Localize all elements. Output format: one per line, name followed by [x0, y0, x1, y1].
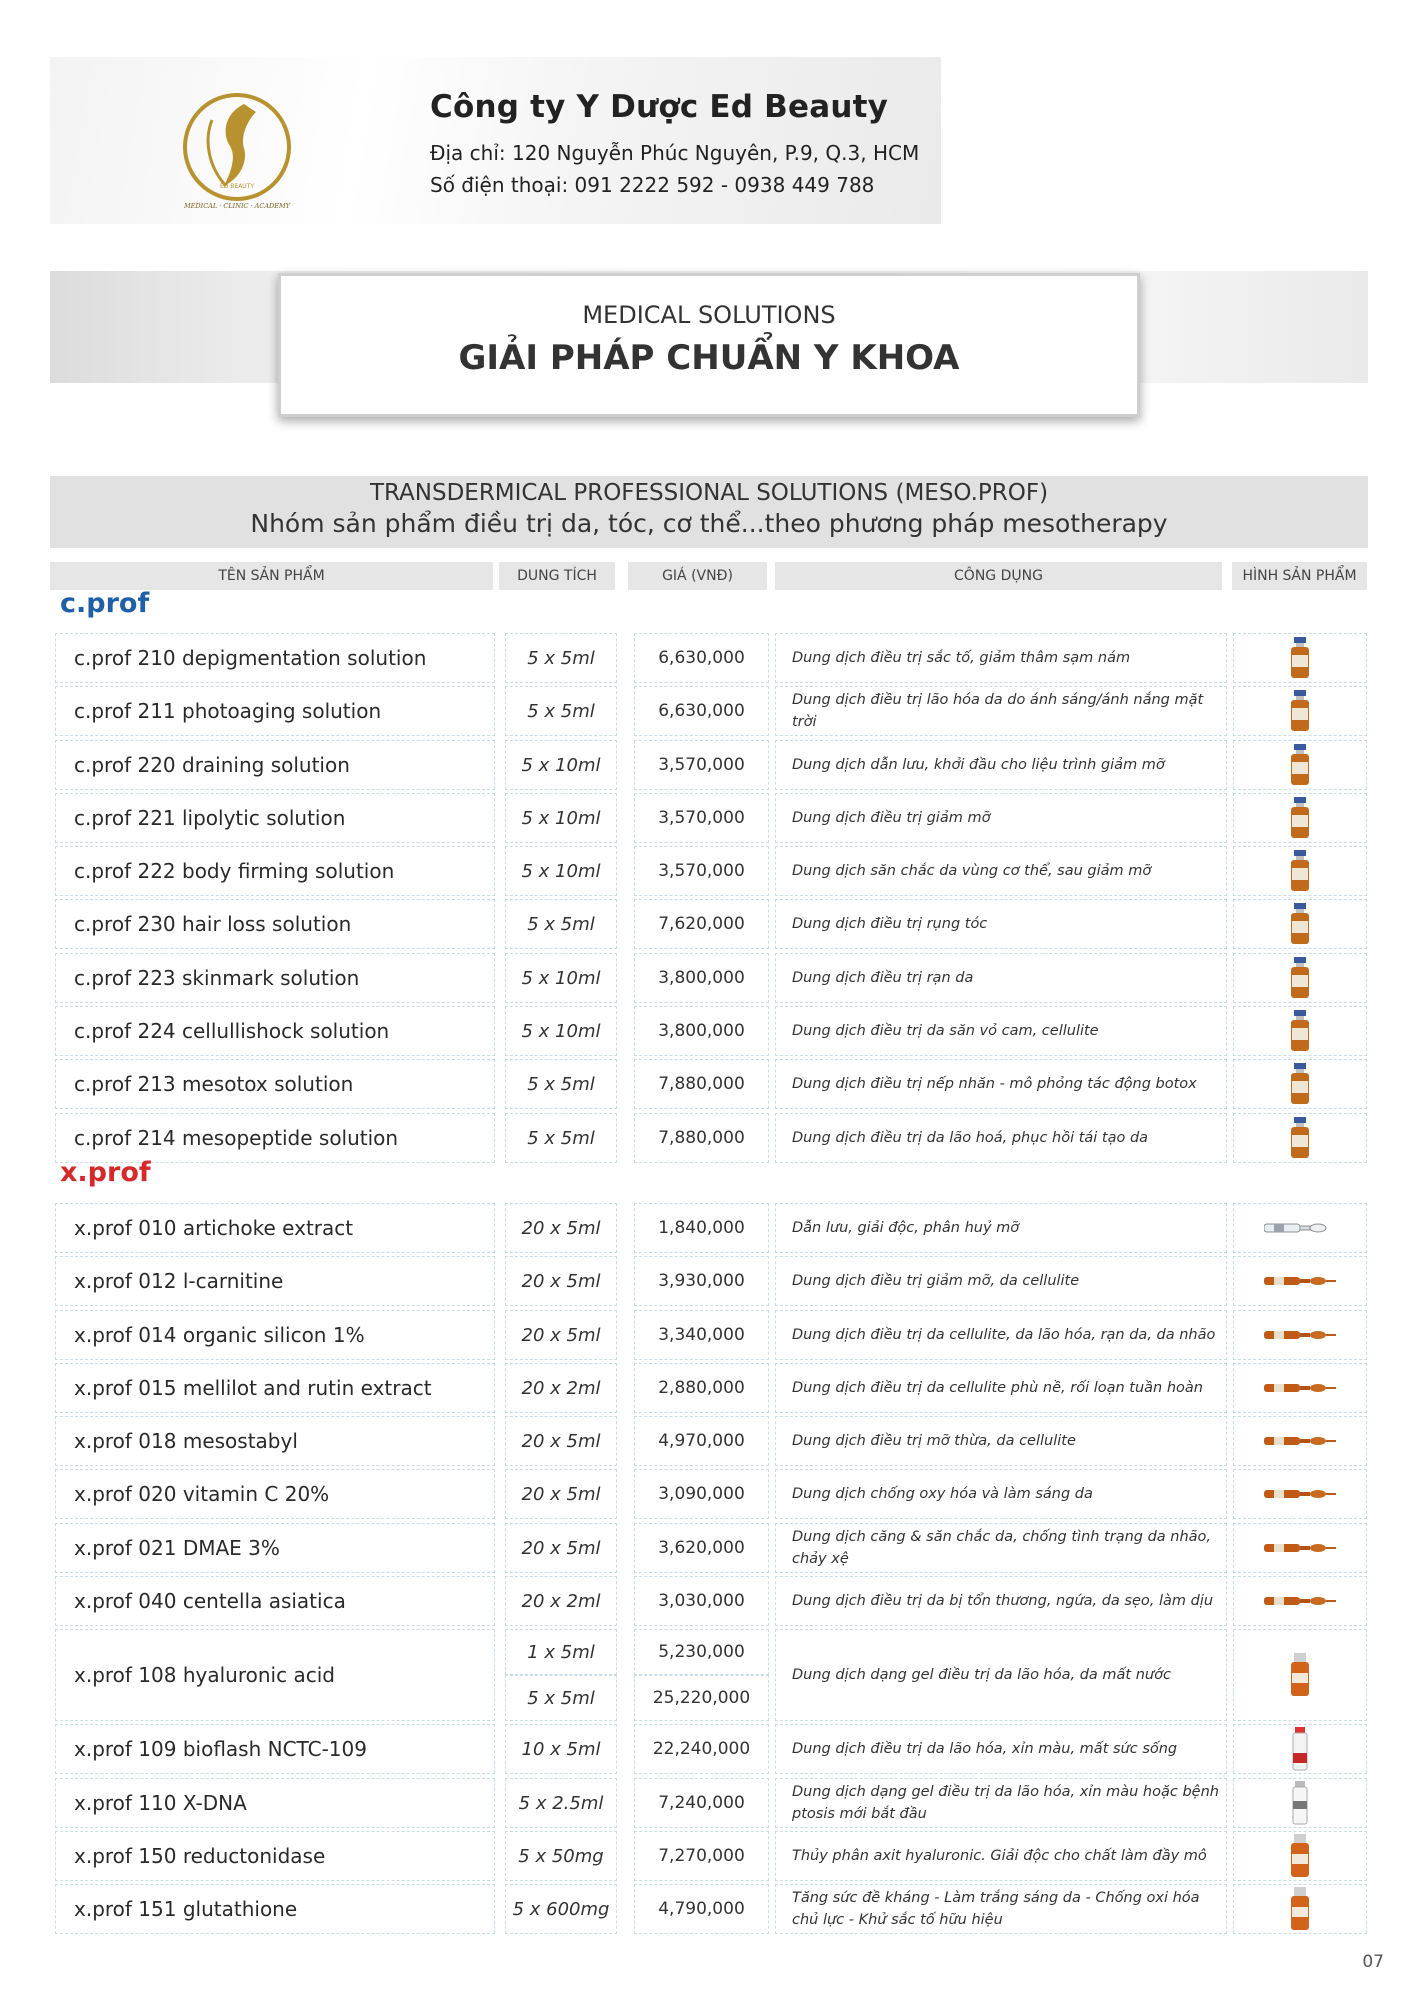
product-name: c.prof 222 body firming solution [55, 846, 495, 896]
product-name: c.prof 221 lipolytic solution [55, 793, 495, 843]
product-volume: 5 x 5ml [505, 899, 617, 949]
product-name: x.prof 020 vitamin C 20% [55, 1469, 495, 1519]
product-usage: Dung dịch chống oxy hóa và làm sáng da [775, 1469, 1227, 1519]
product-volume: 5 x 600mg [505, 1884, 617, 1934]
product-image [1233, 1831, 1367, 1881]
product-volume: 20 x 5ml [505, 1469, 617, 1519]
section-title-en: TRANSDERMICAL PROFESSIONAL SOLUTIONS (MESO.PROF) [369, 480, 1049, 506]
group-label: x.prof [60, 1157, 151, 1188]
vial-icon [1289, 850, 1311, 892]
vial-icon [1289, 797, 1311, 839]
product-price: 3,570,000 [634, 793, 769, 843]
product-image [1233, 1363, 1367, 1413]
product-volume: 5 x 10ml [505, 740, 617, 790]
section-heading [50, 476, 1368, 548]
column-header-usage: CÔNG DỤNG [775, 562, 1222, 590]
group-label: c.prof [60, 588, 150, 619]
product-usage: Dung dịch căng & săn chắc da, chống tình trạng da nhão, chảy xệ [775, 1523, 1227, 1573]
product-name: c.prof 211 photoaging solution [55, 686, 495, 736]
product-image [1233, 1416, 1367, 1466]
banner-box [278, 273, 1140, 417]
product-image [1233, 1629, 1367, 1721]
ed-beauty-logo [152, 90, 322, 210]
product-usage: Dung dịch dẫn lưu, khởi đầu cho liệu trình giảm mỡ [775, 740, 1227, 790]
product-usage: Dung dịch dạng gel điều trị da lão hóa, da mất nước [775, 1629, 1227, 1721]
product-usage: Dung dịch điều trị da cellulite phù nề, rối loạn tuần hoàn [775, 1363, 1227, 1413]
vial-icon [1289, 637, 1311, 679]
product-usage: Dung dịch điều trị da lão hoá, phục hồi tái tạo da [775, 1113, 1227, 1163]
product-name: x.prof 110 X-DNA [55, 1778, 495, 1828]
product-image [1233, 1310, 1367, 1360]
product-volume: 5 x 10ml [505, 953, 617, 1003]
product-price: 3,800,000 [634, 953, 769, 1003]
company-phone: Số điện thoại: 091 2222 592 - 0938 449 788 [430, 173, 875, 197]
product-usage: Tăng sức đề kháng - Làm trắng sáng da - Chống oxi hóa chủ lực - Khử sắc tố hữu hiệu [775, 1884, 1227, 1934]
product-volume: 20 x 5ml [505, 1203, 617, 1253]
red-vial-icon [1291, 1727, 1309, 1771]
product-volume: 1 x 5ml [505, 1629, 617, 1675]
product-name: x.prof 021 DMAE 3% [55, 1523, 495, 1573]
product-usage: Dung dịch điều trị giảm mỡ, da cellulite [775, 1256, 1227, 1306]
page-number: 07 [1362, 1952, 1384, 1972]
product-price: 4,790,000 [634, 1884, 769, 1934]
product-image [1233, 1113, 1367, 1163]
product-price: 6,630,000 [634, 633, 769, 683]
product-image [1233, 1576, 1367, 1626]
product-price: 7,240,000 [634, 1778, 769, 1828]
product-usage: Dung dịch điều trị lão hóa da do ánh sáng/ánh nắng mặt trời [775, 686, 1227, 736]
vial-icon [1289, 690, 1311, 732]
vial-icon [1289, 744, 1311, 786]
company-name: Công ty Y Dược Ed Beauty [430, 89, 889, 125]
product-image [1233, 899, 1367, 949]
clear-ampoule-icon [1264, 1221, 1336, 1235]
svg-text:ED BEAUTY: ED BEAUTY [219, 183, 255, 190]
vial-icon [1289, 903, 1311, 945]
product-image [1233, 846, 1367, 896]
ampoule-icon [1264, 1381, 1336, 1395]
product-volume: 5 x 10ml [505, 846, 617, 896]
company-address: Địa chỉ: 120 Nguyễn Phúc Nguyên, P.9, Q.3, HCM [430, 141, 920, 165]
product-image [1233, 1523, 1367, 1573]
product-volume: 5 x 50mg [505, 1831, 617, 1881]
ampoule-icon [1264, 1434, 1336, 1448]
product-usage: Dung dịch điều trị nếp nhăn - mô phỏng tác động botox [775, 1059, 1227, 1109]
product-price: 3,570,000 [634, 846, 769, 896]
product-name: c.prof 213 mesotox solution [55, 1059, 495, 1109]
product-volume: 20 x 5ml [505, 1416, 617, 1466]
column-header-name: TÊN SẢN PHẨM [50, 562, 493, 590]
product-image [1233, 1778, 1367, 1828]
product-name: x.prof 108 hyaluronic acid [55, 1629, 495, 1721]
product-volume: 5 x 10ml [505, 793, 617, 843]
vial-icon [1289, 1010, 1311, 1052]
product-price: 4,970,000 [634, 1416, 769, 1466]
product-image [1233, 1006, 1367, 1056]
product-volume: 5 x 5ml [505, 1675, 617, 1721]
product-volume: 10 x 5ml [505, 1724, 617, 1774]
product-name: x.prof 018 mesostabyl [55, 1416, 495, 1466]
product-price: 3,090,000 [634, 1469, 769, 1519]
product-image [1233, 1059, 1367, 1109]
product-price: 7,880,000 [634, 1059, 769, 1109]
product-price: 6,630,000 [634, 686, 769, 736]
vial-icon [1289, 1117, 1311, 1159]
product-volume: 5 x 5ml [505, 1113, 617, 1163]
product-image [1233, 953, 1367, 1003]
product-volume: 20 x 2ml [505, 1363, 617, 1413]
product-usage: Dung dịch điều trị da săn vỏ cam, cellulite [775, 1006, 1227, 1056]
product-name: x.prof 040 centella asiatica [55, 1576, 495, 1626]
product-price: 7,620,000 [634, 899, 769, 949]
product-name: x.prof 150 reductonidase [55, 1831, 495, 1881]
product-volume: 5 x 2.5ml [505, 1778, 617, 1828]
ampoule-icon [1264, 1487, 1336, 1501]
column-header-image: HÌNH SẢN PHẨM [1232, 562, 1367, 590]
product-usage: Dung dịch điều trị giảm mỡ [775, 793, 1227, 843]
product-usage: Thủy phân axit hyaluronic. Giải độc cho chất làm đầy mô [775, 1831, 1227, 1881]
product-name: c.prof 230 hair loss solution [55, 899, 495, 949]
product-name: x.prof 109 bioflash NCTC-109 [55, 1724, 495, 1774]
svg-text:MEDICAL · CLINIC · ACADEMY: MEDICAL · CLINIC · ACADEMY [184, 202, 290, 210]
product-image [1233, 1884, 1367, 1934]
product-price: 22,240,000 [634, 1724, 769, 1774]
clear-vial-icon [1292, 1781, 1308, 1825]
banner-title-vi: GIẢI PHÁP CHUẨN Y KHOA [458, 338, 960, 378]
product-price: 7,270,000 [634, 1831, 769, 1881]
product-price: 3,570,000 [634, 740, 769, 790]
product-name: x.prof 010 artichoke extract [55, 1203, 495, 1253]
product-price: 2,880,000 [634, 1363, 769, 1413]
product-usage: Dẫn lưu, giải độc, phân huỷ mỡ [775, 1203, 1227, 1253]
product-name: c.prof 224 cellullishock solution [55, 1006, 495, 1056]
product-image [1233, 1724, 1367, 1774]
ampoule-icon [1264, 1274, 1336, 1288]
bottle-icon [1289, 1834, 1311, 1878]
product-image [1233, 1203, 1367, 1253]
product-usage: Dung dịch săn chắc da vùng cơ thể, sau giảm mỡ [775, 846, 1227, 896]
product-price: 3,030,000 [634, 1576, 769, 1626]
section-title-vi: Nhóm sản phẩm điều trị da, tóc, cơ thể...theo phương pháp mesotherapy [250, 509, 1168, 538]
product-image [1233, 1256, 1367, 1306]
product-usage: Dung dịch dạng gel điều trị da lão hóa, xỉn màu hoặc bệnh ptosis mới bắt đầu [775, 1778, 1227, 1828]
product-price: 3,620,000 [634, 1523, 769, 1573]
product-image [1233, 686, 1367, 736]
column-header-volume: DUNG TÍCH [499, 562, 615, 590]
product-usage: Dung dịch điều trị mỡ thừa, da cellulite [775, 1416, 1227, 1466]
product-name: c.prof 210 depigmentation solution [55, 633, 495, 683]
product-image [1233, 740, 1367, 790]
product-name: x.prof 151 glutathione [55, 1884, 495, 1934]
product-usage: Dung dịch điều trị da lão hóa, xỉn màu, mất sức sống [775, 1724, 1227, 1774]
product-volume: 20 x 5ml [505, 1256, 617, 1306]
ampoule-icon [1264, 1594, 1336, 1608]
product-volume: 5 x 10ml [505, 1006, 617, 1056]
vial-icon [1289, 957, 1311, 999]
product-price: 3,340,000 [634, 1310, 769, 1360]
product-usage: Dung dịch điều trị sắc tố, giảm thâm sạm nám [775, 633, 1227, 683]
product-price: 25,220,000 [634, 1675, 769, 1721]
product-image [1233, 633, 1367, 683]
ampoule-icon [1264, 1541, 1336, 1555]
bottle-icon [1289, 1887, 1311, 1931]
banner-title-en: MEDICAL SOLUTIONS [582, 301, 836, 329]
bottle-icon [1289, 1653, 1311, 1697]
product-name: c.prof 220 draining solution [55, 740, 495, 790]
product-price: 7,880,000 [634, 1113, 769, 1163]
product-usage: Dung dịch điều trị da cellulite, da lão hóa, rạn da, da nhão [775, 1310, 1227, 1360]
product-name: x.prof 015 mellilot and rutin extract [55, 1363, 495, 1413]
product-volume: 5 x 5ml [505, 633, 617, 683]
product-name: x.prof 014 organic silicon 1% [55, 1310, 495, 1360]
product-volume: 20 x 5ml [505, 1310, 617, 1360]
product-volume: 5 x 5ml [505, 686, 617, 736]
column-header-price: GIÁ (VNĐ) [628, 562, 767, 590]
product-volume: 20 x 5ml [505, 1523, 617, 1573]
product-price: 3,800,000 [634, 1006, 769, 1056]
product-image [1233, 793, 1367, 843]
ampoule-icon [1264, 1328, 1336, 1342]
product-name: c.prof 214 mesopeptide solution [55, 1113, 495, 1163]
product-price: 5,230,000 [634, 1629, 769, 1675]
product-price: 3,930,000 [634, 1256, 769, 1306]
product-usage: Dung dịch điều trị da bị tổn thương, ngứa, da sẹo, làm dịu [775, 1576, 1227, 1626]
product-image [1233, 1469, 1367, 1519]
product-usage: Dung dịch điều trị rụng tóc [775, 899, 1227, 949]
company-header [50, 57, 941, 224]
product-volume: 20 x 2ml [505, 1576, 617, 1626]
product-volume: 5 x 5ml [505, 1059, 617, 1109]
product-price: 1,840,000 [634, 1203, 769, 1253]
product-usage: Dung dịch điều trị rạn da [775, 953, 1227, 1003]
vial-icon [1289, 1063, 1311, 1105]
product-name: x.prof 012 l-carnitine [55, 1256, 495, 1306]
product-name: c.prof 223 skinmark solution [55, 953, 495, 1003]
